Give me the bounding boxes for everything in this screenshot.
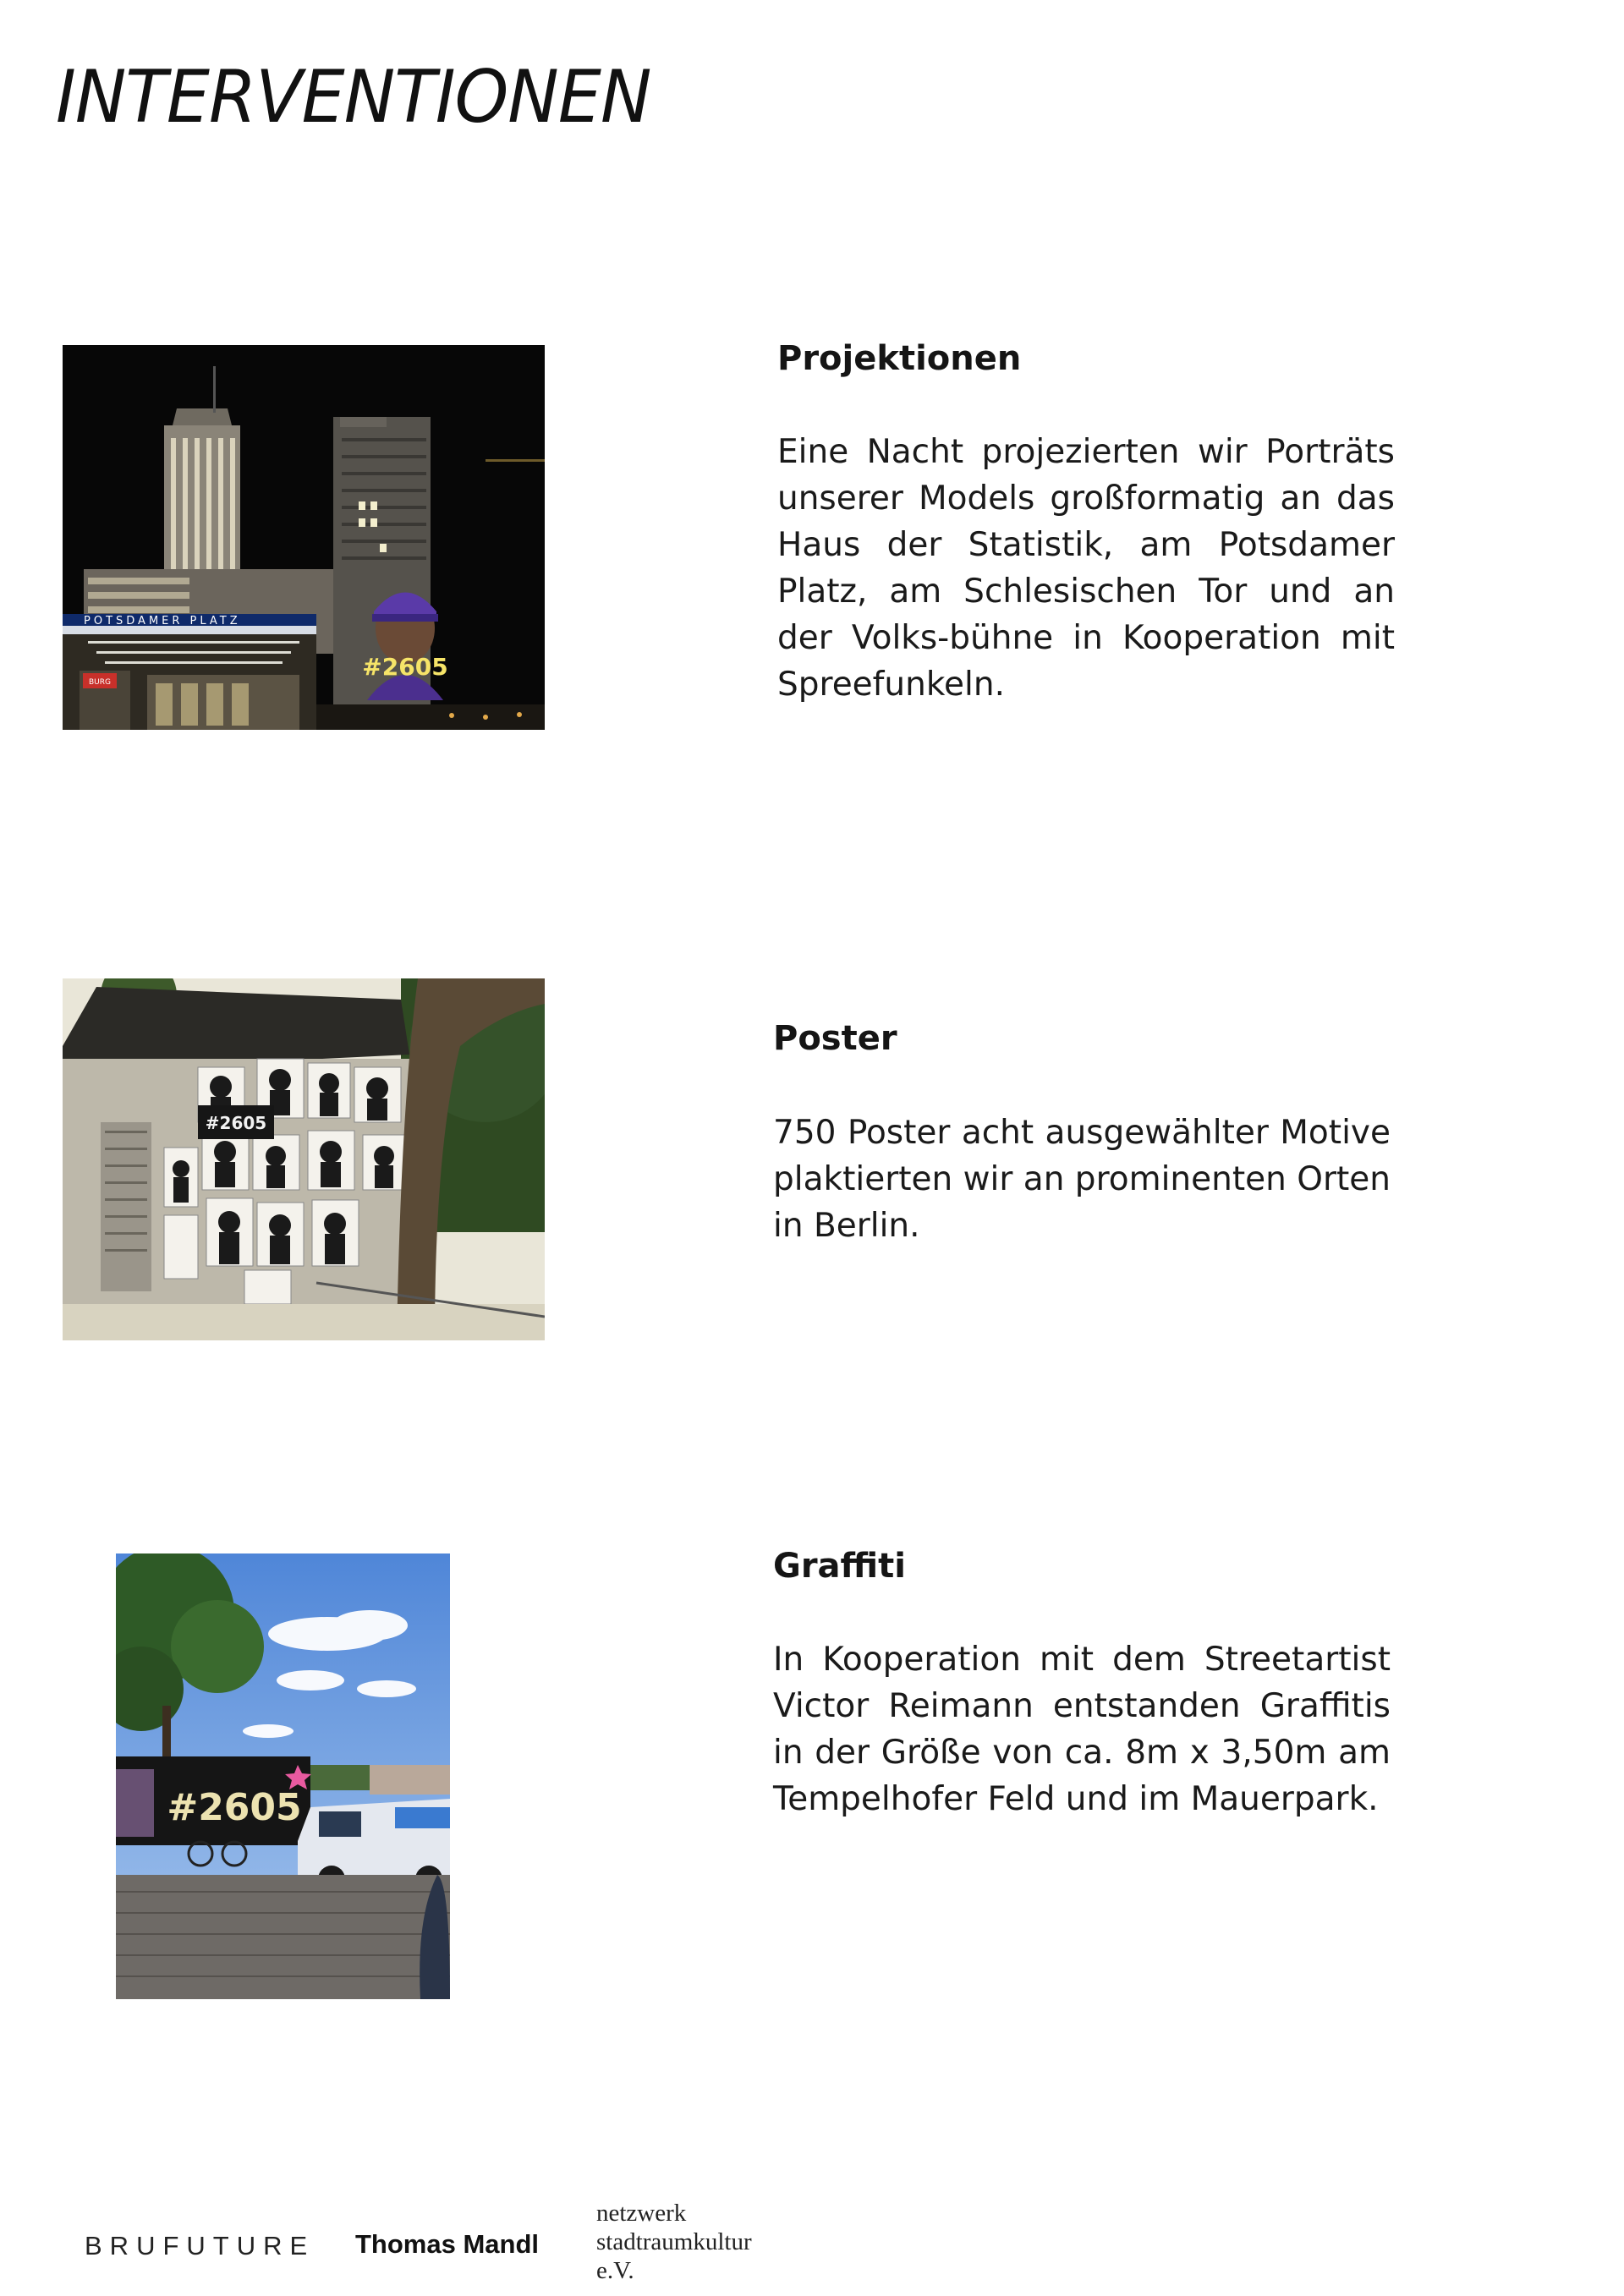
section-text-projektionen: Eine Nacht projezierten wir Porträts unserer Models großformatig an das Haus der Statistik, am Potsdamer Platz, am Schlesischen Tor und an der Volks-bühne in Kooperation mit Spreefunkeln. [777,433,1395,704]
netzwerk-line-3: e.V. [596,2257,634,2284]
page-title: INTERVENTIONEN [56,55,651,140]
brufuture-logo: BRUFUTURE [85,2231,315,2260]
projection-hashtag: #2605 [362,653,448,681]
section-heading-poster: Poster [773,1019,897,1058]
netzwerk-line-1: netzwerk [596,2200,687,2227]
potsdamer-platz-sign: POTSDAMER PLATZ [84,615,241,627]
poster-photo [63,978,545,1340]
netzwerk-line-2: stadtraumkultur [596,2228,752,2255]
thomas-mandl-logo: Thomas Mandl [355,2229,540,2259]
netzwerk-stadtraumkultur-logo [596,2199,752,2285]
mural-hashtag: #2605 [167,1786,302,1829]
section-text-graffiti: In Kooperation mit dem Streetartist Victor Reimann entstanden Graffitis in der Größe von ca. 8m x 3,50m am Tempelhofer Feld und im Mauerpark. [773,1641,1391,1818]
section-heading-projektionen: Projektionen [777,339,1022,378]
section-text-poster: 750 Poster acht ausgewählter Motive plaktierten wir an prominenten Orten in Berlin. [773,1114,1391,1245]
projection-photo [63,345,545,730]
graffiti-photo [116,1553,450,1999]
section-heading-graffiti: Graffiti [773,1547,906,1586]
burger-sign: BURG [89,678,111,687]
poster-hashtag: #2605 [205,1113,267,1133]
